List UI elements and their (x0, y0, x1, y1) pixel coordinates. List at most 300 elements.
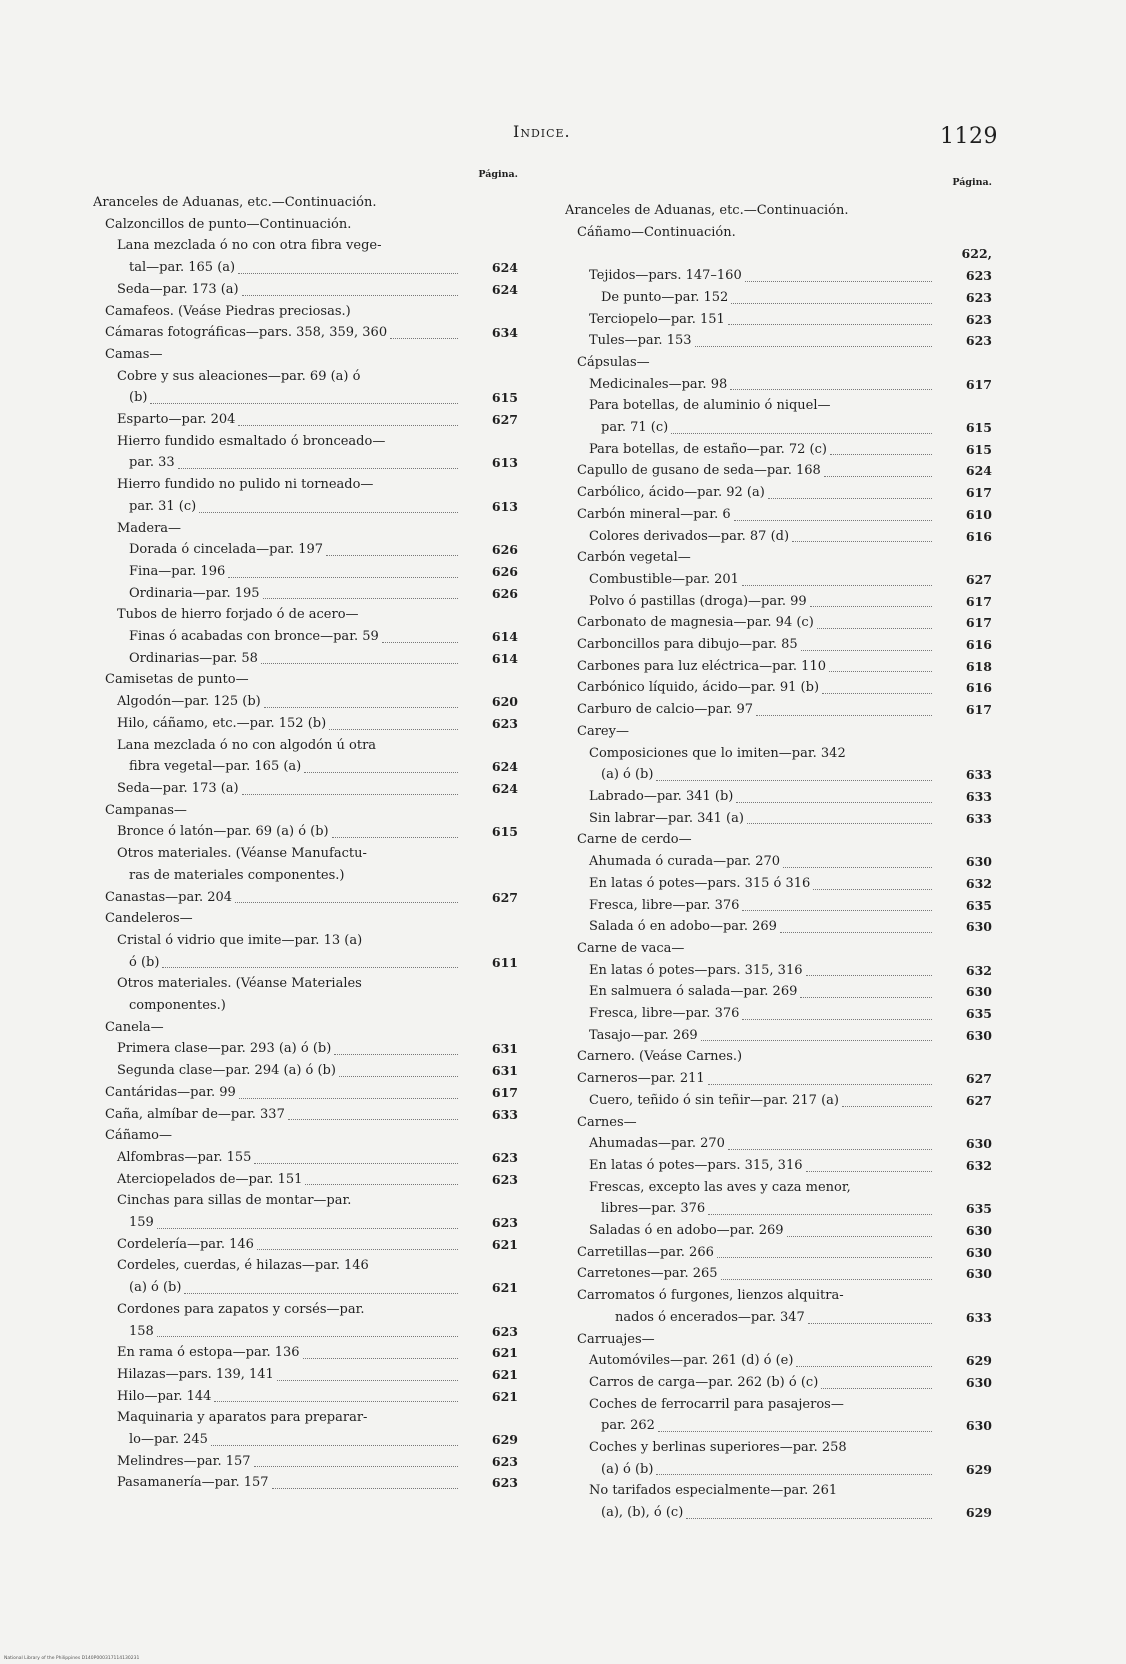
dot-leader (390, 338, 458, 339)
index-entry-page: 623 (491, 1149, 518, 1165)
index-entry-page: 617 (965, 593, 992, 609)
index-entry-page: 630 (965, 1244, 992, 1260)
index-entry-label: De punto—par. 152 (601, 289, 729, 305)
index-entry (565, 352, 992, 374)
index-entry-text-wrap (565, 352, 936, 374)
index-entry (565, 1502, 992, 1524)
index-entry-text-wrap (93, 604, 462, 626)
index-entry-page: 627 (965, 571, 992, 587)
index-entry-page: 630 (965, 854, 992, 870)
index-entry-page: 633 (491, 1106, 518, 1122)
index-entry-label: Cordeles, cuerdas, é hilazas—par. 146 (117, 1258, 369, 1274)
index-entry (93, 1342, 518, 1364)
index-entry-text-wrap (565, 1372, 936, 1394)
index-entry-text-wrap (93, 669, 462, 691)
index-entry-page: 623 (491, 1171, 518, 1187)
index-entry-label: Colores derivados—par. 87 (d) (589, 528, 790, 544)
index-entry-text-wrap (93, 1321, 462, 1343)
index-entry-text-wrap (565, 1003, 936, 1025)
index-entry-label: Calzoncillos de punto—Continuación. (105, 216, 352, 232)
index-entry-text-wrap (565, 981, 936, 1003)
index-entry-text-wrap (93, 257, 462, 279)
index-entry-text-wrap (93, 431, 462, 453)
index-entry (93, 1190, 518, 1212)
index-entry-text-wrap (93, 1104, 462, 1126)
index-entry-text-wrap (565, 460, 936, 482)
index-entry-text-wrap (93, 1451, 462, 1473)
index-entry-label: Carnero. (Veáse Carnes.) (577, 1049, 743, 1065)
index-entry-label: Carne de vaca— (577, 940, 685, 956)
index-entry-label: En latas ó potes—pars. 315, 316 (589, 1157, 803, 1173)
index-entries-left (93, 192, 518, 1494)
dot-leader (334, 1054, 458, 1055)
index-entry-text-wrap (93, 691, 462, 713)
index-entry-page: 617 (965, 485, 992, 501)
index-entry (93, 648, 518, 670)
index-entry (93, 887, 518, 909)
index-entry-label: Aranceles de Aduanas, etc.—Continuación. (93, 195, 377, 210)
index-entry-page: 632 (965, 1157, 992, 1173)
index-entry (93, 1299, 518, 1321)
index-entry-page: 632 (965, 875, 992, 891)
index-entry-label: Aterciopelados de—par. 151 (117, 1171, 303, 1187)
index-entry (93, 1038, 518, 1060)
index-entry-text-wrap (93, 648, 462, 670)
index-entry (565, 1394, 992, 1416)
index-entry-text-wrap (93, 778, 462, 800)
index-entry (565, 721, 992, 743)
index-entry-text-wrap (565, 1025, 936, 1047)
index-entry-label: Capullo de gusano de seda—par. 168 (577, 463, 821, 479)
dot-leader (228, 577, 458, 578)
index-entry-page: 629 (965, 1461, 992, 1477)
index-entry-label: En latas ó potes—pars. 315, 316 (589, 962, 803, 978)
index-entry-label: Cordelería—par. 146 (117, 1236, 254, 1252)
index-entry-text-wrap (565, 1198, 936, 1220)
index-entry-text-wrap (93, 1255, 462, 1277)
index-entry-text-wrap (565, 743, 936, 765)
index-entry-label: Ahumadas—par. 270 (589, 1136, 725, 1152)
index-entry-text-wrap (565, 1068, 936, 1090)
index-entry-label: Cuero, teñido ó sin teñir—par. 217 (a) (589, 1092, 839, 1108)
index-entry-page: 620 (491, 694, 518, 710)
dot-leader (822, 693, 932, 694)
dot-leader (332, 837, 458, 838)
dot-leader (742, 910, 932, 911)
index-entry-page: 629 (491, 1432, 518, 1448)
index-entry-page: 632 (965, 962, 992, 978)
index-entry (93, 235, 518, 257)
index-entry-text-wrap (93, 1407, 462, 1429)
index-entry-label: Pasamanería—par. 157 (117, 1475, 269, 1491)
index-entry-page: 621 (491, 1280, 518, 1296)
index-entry-text-wrap (93, 821, 462, 843)
index-entry (93, 995, 518, 1017)
index-entry (565, 439, 992, 461)
index-entry (565, 482, 992, 504)
index-entry-page: 633 (965, 1309, 992, 1325)
index-entry-text-wrap (93, 583, 462, 605)
index-entry (565, 1480, 992, 1502)
index-entry (565, 460, 992, 482)
index-entry (565, 1329, 992, 1351)
index-entry-page: 635 (965, 897, 992, 913)
index-entry (93, 1169, 518, 1191)
index-entry-label: Para botellas, de estaño—par. 72 (c) (589, 441, 827, 457)
index-entry (565, 1046, 992, 1068)
index-entry (565, 677, 992, 699)
index-entry-label: Campanas— (105, 802, 187, 818)
index-entry (93, 1321, 518, 1343)
index-entry-label: Primera clase—par. 293 (a) ó (b) (117, 1041, 332, 1057)
index-entry-text-wrap (93, 1234, 462, 1256)
index-entry-text-wrap (565, 1155, 936, 1177)
index-entry-label: Coches y berlinas superiores—par. 258 (589, 1440, 847, 1456)
index-entry-label: Tubos de hierro forjado ó de acero— (117, 607, 359, 623)
index-entry (93, 1364, 518, 1386)
index-entry-page: 634 (491, 325, 518, 341)
index-entry (93, 1386, 518, 1408)
index-entry-label: Hilo—par. 144 (117, 1388, 212, 1404)
dot-leader (708, 1084, 932, 1085)
index-entry (93, 1104, 518, 1126)
index-entry (565, 786, 992, 808)
index-entry-text-wrap (565, 265, 936, 287)
index-entry-label: En latas ó potes—pars. 315 ó 316 (589, 875, 811, 891)
index-entry-text-wrap (565, 374, 936, 396)
index-entry-label: Labrado—par. 341 (b) (589, 788, 734, 804)
index-entry (565, 656, 992, 678)
index-entry-label: Coches de ferrocarril para pasajeros— (589, 1396, 844, 1412)
index-entry-label: Ahumada ó curada—par. 270 (589, 854, 781, 870)
index-entry-text-wrap (93, 539, 462, 561)
dot-leader (178, 468, 458, 469)
index-entry-text-wrap (565, 916, 936, 938)
dot-leader (821, 1388, 932, 1389)
index-entry-text-wrap (565, 1046, 936, 1068)
index-entry-label: Carruajes— (577, 1331, 655, 1347)
index-entry-page: 621 (491, 1388, 518, 1404)
dot-leader (708, 1214, 932, 1215)
index-entry-text-wrap (565, 1459, 936, 1481)
index-entry (93, 496, 518, 518)
index-entry-page: 623 (491, 1215, 518, 1231)
index-entry-page: 611 (491, 954, 518, 970)
index-entry (93, 669, 518, 691)
index-entry-text-wrap (93, 1364, 462, 1386)
index-entry-text-wrap (565, 1329, 936, 1351)
index-entry-page: 615 (491, 824, 518, 840)
index-entry-label: Carbónico líquido, ácido—par. 91 (b) (577, 680, 820, 696)
index-entry-text-wrap (565, 721, 936, 743)
index-entry-text-wrap (565, 1307, 936, 1329)
index-entry-text-wrap (565, 1480, 936, 1502)
dot-leader (239, 1098, 458, 1099)
index-entry (93, 626, 518, 648)
index-entry-text-wrap (565, 569, 936, 591)
index-entry-text-wrap (93, 474, 462, 496)
index-entry-text-wrap (565, 960, 936, 982)
index-entry (93, 583, 518, 605)
index-entry (565, 330, 992, 352)
index-entry-text-wrap (93, 995, 462, 1017)
index-entry-label: Alfombras—par. 155 (117, 1149, 252, 1165)
index-entry-text-wrap (93, 713, 462, 735)
index-entry-text-wrap (565, 591, 936, 613)
index-entry-label: ó (b) (129, 954, 160, 970)
index-entry (565, 612, 992, 634)
index-entry-label: Fina—par. 196 (129, 563, 226, 579)
index-entry-label: Cámaras fotográficas—pars. 358, 359, 360 (105, 325, 388, 341)
dot-leader (806, 975, 933, 976)
index-entry (565, 395, 992, 417)
index-entry-page: 624 (491, 260, 518, 276)
index-entry-text-wrap (93, 1212, 462, 1234)
index-entry (93, 1429, 518, 1451)
index-entry-label: Camafeos. (Veáse Piedras preciosas.) (105, 303, 351, 319)
index-entry-label: lo—par. 245 (129, 1432, 208, 1448)
index-entry-text-wrap (93, 952, 462, 974)
dot-leader (254, 1466, 458, 1467)
index-entry-label: En rama ó estopa—par. 136 (117, 1345, 300, 1361)
index-entry-label: Carromatos ó furgones, lienzos alquitra- (577, 1288, 844, 1304)
dot-leader (382, 642, 458, 643)
index-entry-label: Finas ó acabadas con bronce—par. 59 (129, 629, 379, 645)
index-entry-text-wrap (93, 409, 462, 431)
index-entries-right (565, 200, 992, 1524)
index-entry-text-wrap (565, 1415, 936, 1437)
dot-leader (810, 606, 932, 607)
index-entry-text-wrap (565, 1394, 936, 1416)
index-entry (565, 243, 992, 286)
index-entry-page: 616 (965, 528, 992, 544)
dot-leader (730, 389, 932, 390)
page-number: 1129 (940, 124, 998, 149)
index-entry (565, 222, 992, 244)
index-entry-label: Tejidos—pars. 147–160 (589, 268, 742, 284)
index-entry-label: Salada ó en adobo—par. 269 (589, 919, 777, 935)
index-entry (93, 821, 518, 843)
index-entry-label: Melindres—par. 157 (117, 1453, 251, 1469)
index-entry-text-wrap (93, 344, 462, 366)
index-entry-page: 623 (491, 1323, 518, 1339)
index-entry-label: Composiciones que lo imiten—par. 342 (589, 745, 846, 761)
index-entry-page: 624 (491, 281, 518, 297)
index-entry-page: 624 (491, 759, 518, 775)
index-entry-text-wrap (93, 496, 462, 518)
index-entry-label: Bronce ó latón—par. 69 (a) ó (b) (117, 824, 329, 840)
index-entry (565, 829, 992, 851)
index-entry-text-wrap (565, 764, 936, 786)
dot-leader (242, 295, 458, 296)
index-entry-text-wrap (93, 322, 462, 344)
index-entry-text-wrap (565, 873, 936, 895)
index-entry-page: 621 (491, 1366, 518, 1382)
index-entry (565, 1307, 992, 1329)
index-entry (93, 778, 518, 800)
index-entry-page: 631 (491, 1041, 518, 1057)
index-entry-label: Carbones para luz eléctrica—par. 110 (577, 658, 826, 674)
index-entry-label: Automóviles—par. 261 (d) ó (e) (589, 1353, 794, 1369)
index-entry-label: Carbón vegetal— (577, 550, 691, 566)
index-entry (93, 452, 518, 474)
index-entry-page: 623 (965, 289, 992, 305)
index-entry-label: Algodón—par. 125 (b) (117, 694, 261, 710)
dot-leader (742, 585, 932, 586)
index-entry (93, 1277, 518, 1299)
index-entry-text-wrap (565, 1133, 936, 1155)
index-entry-page: 614 (491, 650, 518, 666)
dot-leader (277, 1380, 458, 1381)
index-entry-text-wrap (565, 1502, 936, 1524)
index-entry-label: Cordones para zapatos y corsés—par. (117, 1301, 365, 1317)
index-entry-text-wrap (93, 192, 462, 214)
index-entry-text-wrap (565, 1177, 936, 1199)
index-entry (93, 756, 518, 778)
index-entry (93, 1147, 518, 1169)
dot-leader (329, 729, 458, 730)
dot-leader (806, 1171, 933, 1172)
index-entry (93, 865, 518, 887)
index-entry (565, 1437, 992, 1459)
dot-leader (656, 1474, 932, 1475)
index-entry (93, 1407, 518, 1429)
index-entry-text-wrap (93, 1299, 462, 1321)
index-entry (93, 431, 518, 453)
index-entry-label: Dorada ó cincelada—par. 197 (129, 542, 324, 558)
index-entry-text-wrap (93, 865, 462, 887)
index-entry (565, 1025, 992, 1047)
index-entry (93, 1472, 518, 1494)
dot-leader (257, 1249, 458, 1250)
index-entry (565, 417, 992, 439)
index-entry-page: 613 (491, 498, 518, 514)
dot-leader (263, 598, 458, 599)
index-entry (93, 561, 518, 583)
index-entry-page: 623 (491, 1475, 518, 1491)
index-entry-page: 629 (965, 1505, 992, 1521)
index-entry (93, 1082, 518, 1104)
index-entry (565, 938, 992, 960)
dot-leader (254, 1163, 458, 1164)
index-entry-page: 617 (965, 376, 992, 392)
index-entry (565, 1133, 992, 1155)
index-entry (93, 539, 518, 561)
index-entry-label: Hierro fundido no pulido ni torneado— (117, 477, 374, 493)
index-entry-label: Otros materiales. (Véanse Manufactu- (117, 846, 367, 862)
index-entry-label: Para botellas, de aluminio ó niquel— (589, 398, 831, 414)
index-entry (565, 764, 992, 786)
index-entry (565, 200, 992, 222)
index-entry-text-wrap (93, 1147, 462, 1169)
index-entry-page: 630 (965, 1374, 992, 1390)
index-entry-label: Esparto—par. 204 (117, 412, 236, 428)
index-entry-text-wrap (565, 677, 936, 699)
column-heading-left (93, 170, 518, 192)
index-entry (565, 1372, 992, 1394)
index-entry (565, 374, 992, 396)
index-entry (565, 895, 992, 917)
index-entry-page: 615 (491, 390, 518, 406)
index-entry (565, 1220, 992, 1242)
index-entry (93, 257, 518, 279)
index-entry-label: libres—par. 376 (601, 1201, 706, 1217)
dot-leader (830, 454, 932, 455)
index-entry-label: Saladas ó en adobo—par. 269 (589, 1223, 784, 1239)
index-column-right (565, 178, 992, 1524)
index-entry-label: 158 (129, 1323, 154, 1339)
index-entry-page: 623 (491, 1453, 518, 1469)
dot-leader (199, 512, 458, 513)
dot-leader (288, 1119, 458, 1120)
index-entry (565, 808, 992, 830)
index-entry (565, 699, 992, 721)
index-entry-page: 614 (491, 629, 518, 645)
index-entry-text-wrap (93, 735, 462, 757)
index-entry-page: 617 (965, 615, 992, 631)
dot-leader (728, 1149, 932, 1150)
index-entry-text-wrap (565, 851, 936, 873)
index-entry-text-wrap (565, 808, 936, 830)
index-entry-text-wrap (93, 1472, 462, 1494)
index-entry-text-wrap (565, 1437, 936, 1459)
dot-leader (768, 498, 932, 499)
dot-leader (792, 541, 932, 542)
index-entry-label: tal—par. 165 (a) (129, 260, 236, 276)
index-entry-text-wrap (93, 214, 462, 236)
index-entry-text-wrap (565, 612, 936, 634)
index-entry (565, 547, 992, 569)
index-entry (565, 1350, 992, 1372)
dot-leader (304, 772, 458, 773)
index-entry-label: Camas— (105, 346, 163, 362)
dot-leader (783, 867, 932, 868)
index-entry (93, 214, 518, 236)
index-entry-label: Cáñamo—Continuación. (577, 224, 736, 240)
index-entry-page: 633 (965, 767, 992, 783)
index-entry-text-wrap (93, 1342, 462, 1364)
dot-leader (800, 997, 932, 998)
index-entry (93, 366, 518, 388)
dot-leader (211, 1445, 458, 1446)
index-entry-label: Seda—par. 173 (a) (117, 281, 239, 297)
index-entry-label: Cobre y sus aleaciones—par. 69 (a) ó (117, 368, 361, 384)
index-entry-label: Carey— (577, 723, 629, 739)
index-entry (93, 409, 518, 431)
index-entry-page: 630 (965, 1266, 992, 1282)
index-entry-label: Maquinaria y aparatos para preparar- (117, 1410, 368, 1426)
index-entry-text-wrap (565, 395, 936, 417)
dot-leader (157, 1336, 458, 1337)
index-entry (565, 851, 992, 873)
index-entry (93, 387, 518, 409)
index-entry-text-wrap (565, 1350, 936, 1372)
running-header-title: Indice. (513, 122, 571, 141)
index-entry (93, 908, 518, 930)
index-column-left (93, 170, 518, 1494)
index-entry (93, 1017, 518, 1039)
index-entry (93, 322, 518, 344)
dot-leader (686, 1518, 932, 1519)
index-entry-page: 629 (965, 1353, 992, 1369)
index-entry-text-wrap (93, 1386, 462, 1408)
dot-leader (238, 273, 458, 274)
index-entry (565, 1068, 992, 1090)
index-entry-page: 618 (965, 658, 992, 674)
index-entry-text-wrap (565, 417, 936, 439)
index-entry-text-wrap (93, 626, 462, 648)
index-entry-label: Ordinaria—par. 195 (129, 585, 260, 601)
